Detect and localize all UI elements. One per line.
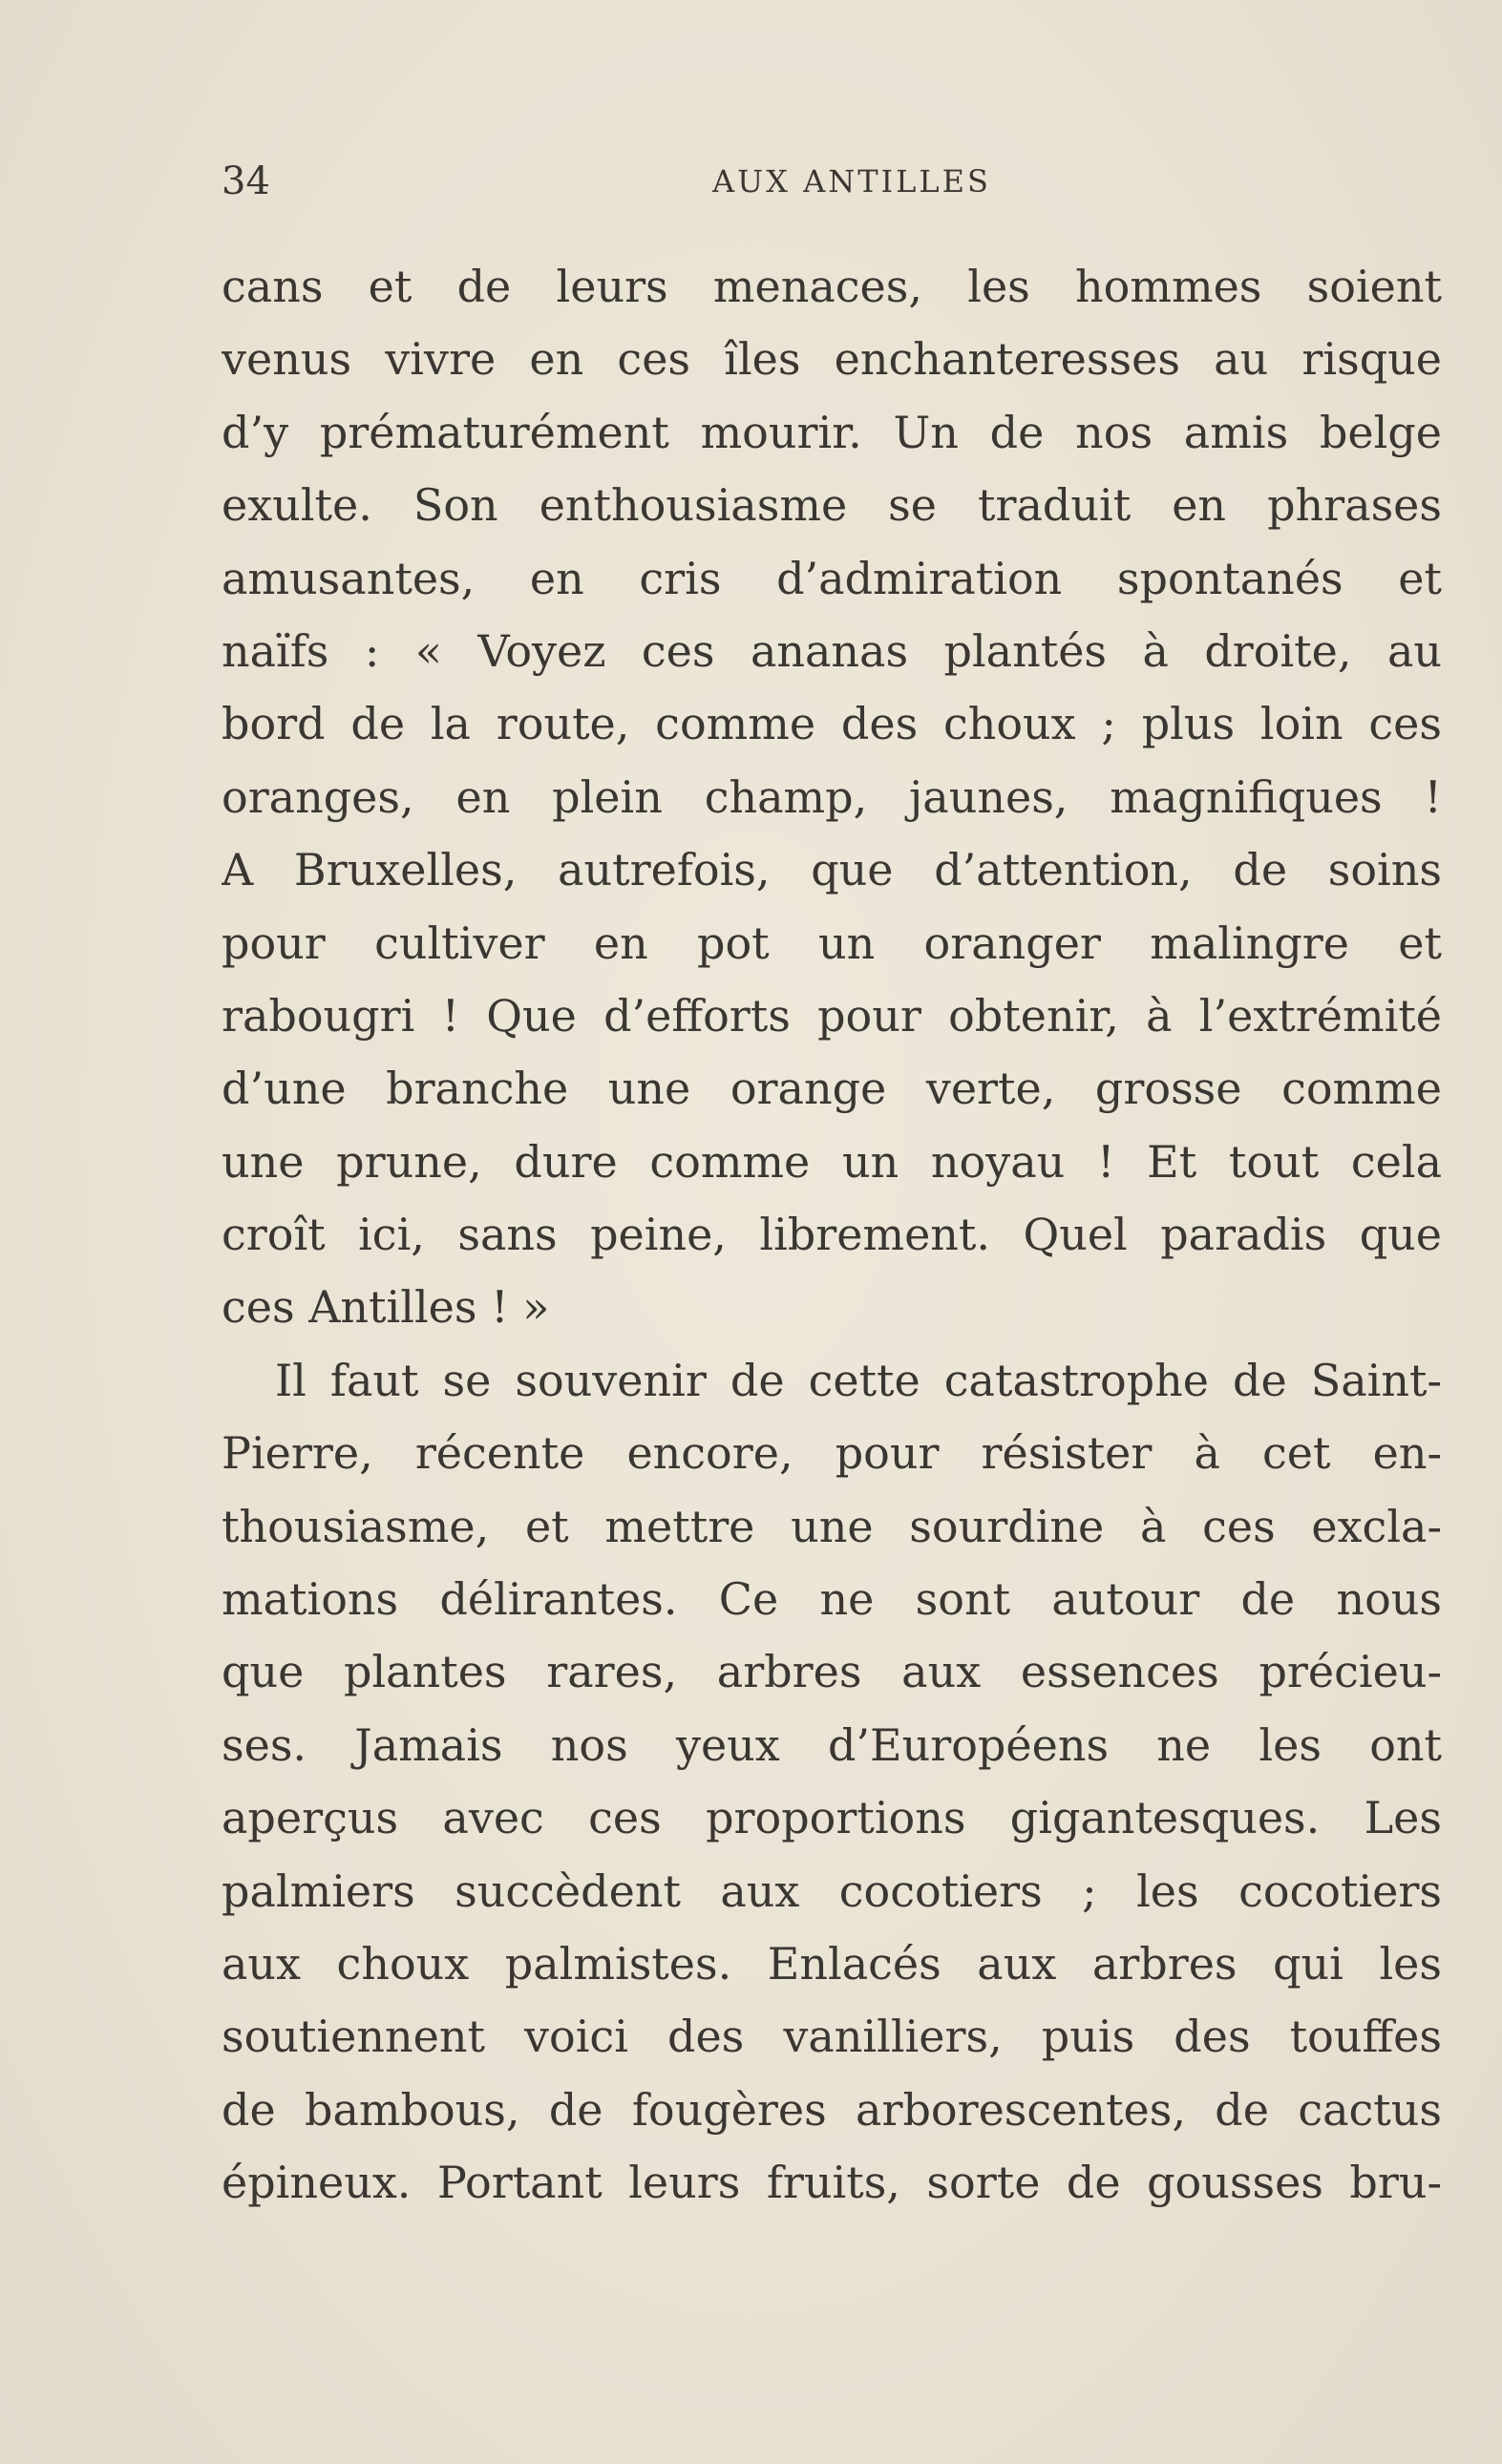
running-title: AUX ANTILLES	[712, 163, 991, 200]
text-line: venus vivre en ces îles enchanteresses au risque	[222, 333, 1442, 386]
text-line: oranges, en plein champ, jaunes, magnifiques !	[222, 770, 1442, 823]
text-line: que plantes rares, arbres aux essences précieu-	[222, 1646, 1442, 1698]
text-line: palmiers succèdent aux cocotiers ; les cocotiers	[222, 1864, 1442, 1917]
body-text	[222, 250, 1442, 2220]
text-line: thousiasme, et mettre une sourdine à ces excla-	[222, 1500, 1442, 1552]
text-line: pour cultiver en pot un oranger malingre et	[222, 916, 1442, 969]
text-line: Pierre, récente encore, pour résister à cet en-	[222, 1427, 1442, 1480]
text-line: de bambous, de fougères arborescentes, de cactus	[222, 2083, 1442, 2136]
text-line: ses. Jamais nos yeux d’Européens ne les ont	[222, 1718, 1442, 1771]
text-line: d’y prématurément mourir. Un de nos amis belge	[222, 406, 1442, 458]
text-line: croît ici, sans peine, librement. Quel paradis que	[222, 1209, 1442, 1261]
text-line: mations délirantes. Ce ne sont autour de nous	[222, 1573, 1442, 1626]
text-line: A Bruxelles, autrefois, que d’attention, de soins	[222, 844, 1442, 896]
page-header	[222, 158, 1444, 205]
text-line: une prune, dure comme un noyau ! Et tout cela	[222, 1135, 1442, 1188]
text-line: aperçus avec ces proportions gigantesques. Les	[222, 1792, 1442, 1844]
paragraph-end-line: ces Antilles ! »	[222, 1281, 550, 1334]
text-line: épineux. Portant leurs fruits, sorte de gousses bru-	[222, 2157, 1442, 2209]
text-line: exulte. Son enthousiasme se traduit en phrases	[222, 479, 1442, 532]
text-line: amusantes, en cris d’admiration spontanés et	[222, 552, 1442, 604]
text-line: naïfs : « Voyez ces ananas plantés à droite, au	[222, 624, 1442, 677]
text-line: bord de la route, comme des choux ; plus loin ces	[222, 698, 1442, 750]
text-line: rabougri ! Que d’efforts pour obtenir, à l’extrémité	[222, 989, 1442, 1042]
text-line: soutiennent voici des vanilliers, puis des touffes	[222, 2011, 1442, 2063]
text-line: aux choux palmistes. Enlacés aux arbres qui les	[222, 1937, 1442, 1990]
text-line: d’une branche une orange verte, grosse comme	[222, 1063, 1442, 1115]
paragraph-start-line: Il faut se souvenir de cette catastrophe de Saint-	[275, 1354, 1442, 1406]
text-line: cans et de leurs menaces, les hommes soient	[222, 261, 1442, 312]
page-number: 34	[222, 159, 270, 203]
